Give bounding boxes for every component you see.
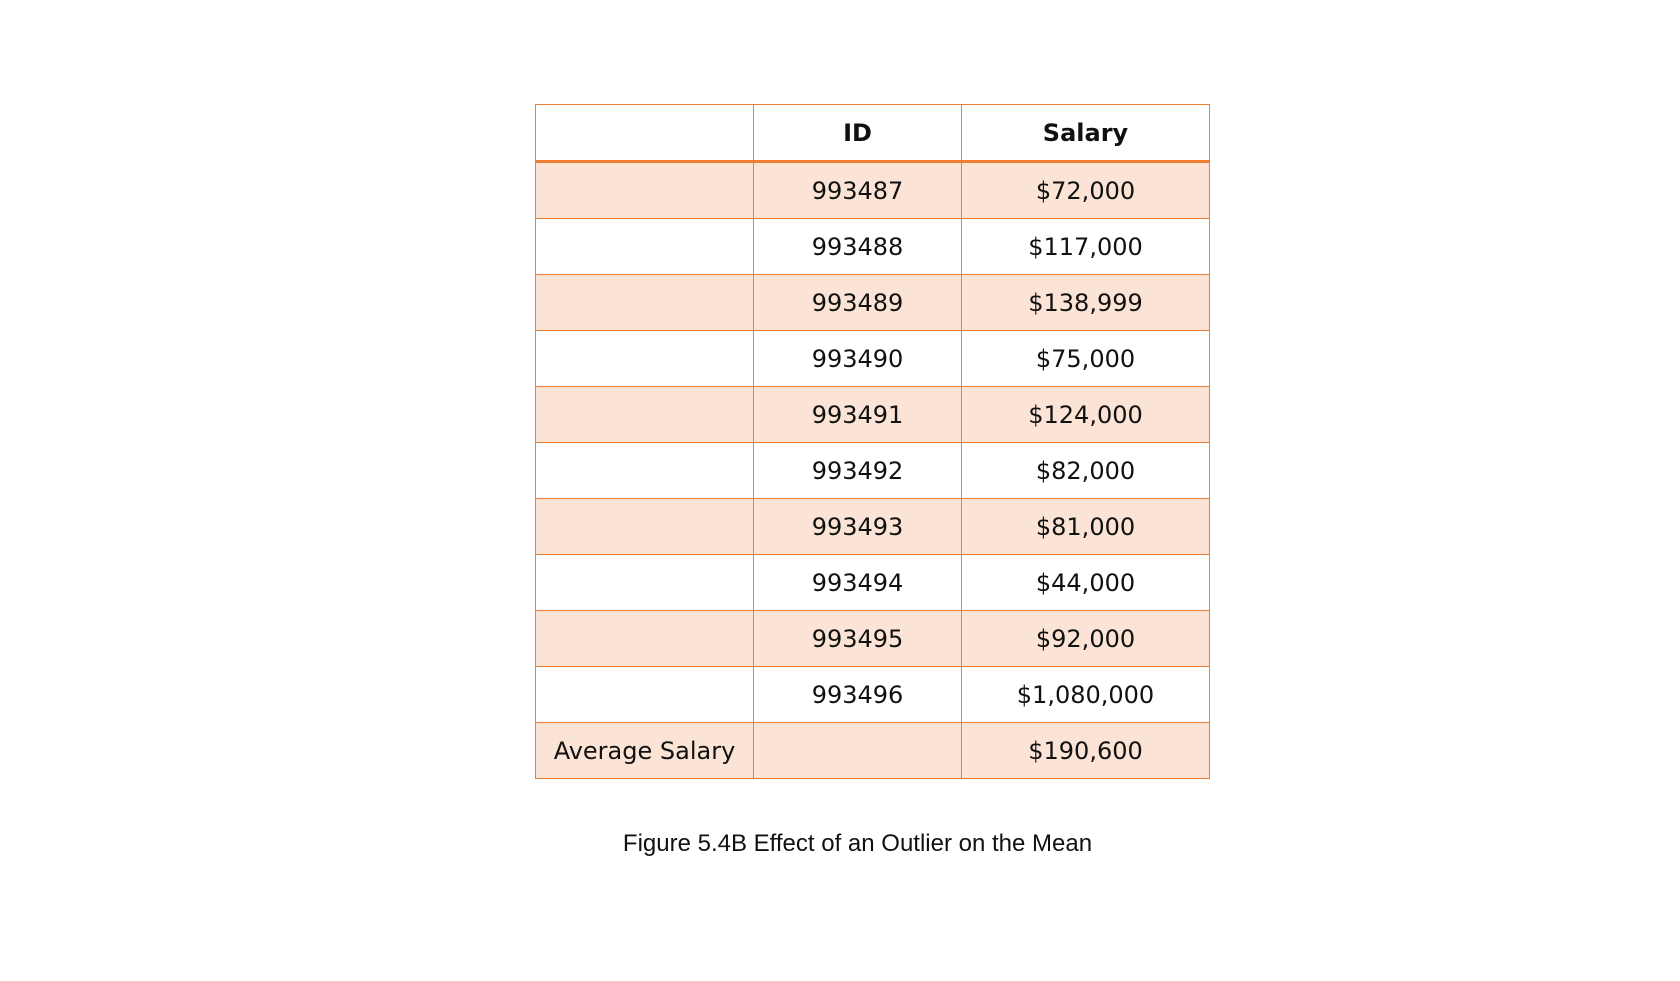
row-id: 993496 — [754, 667, 962, 723]
row-salary: $72,000 — [962, 162, 1210, 219]
row-id: 993494 — [754, 555, 962, 611]
row-id: 993490 — [754, 331, 962, 387]
row-salary: $81,000 — [962, 499, 1210, 555]
table-row — [536, 499, 1210, 555]
salary-table-container — [535, 104, 1209, 779]
row-label — [536, 499, 754, 555]
row-id: 993495 — [754, 611, 962, 667]
row-label — [536, 162, 754, 219]
row-id: 993487 — [754, 162, 962, 219]
average-row — [536, 723, 1210, 779]
average-label: Average Salary — [536, 723, 754, 779]
table-header-row — [536, 105, 1210, 162]
row-id: 993491 — [754, 387, 962, 443]
row-id: 993488 — [754, 219, 962, 275]
table-row — [536, 443, 1210, 499]
header-id: ID — [754, 105, 962, 162]
table-row — [536, 275, 1210, 331]
row-id: 993489 — [754, 275, 962, 331]
average-id — [754, 723, 962, 779]
row-salary: $75,000 — [962, 331, 1210, 387]
row-label — [536, 387, 754, 443]
header-salary: Salary — [962, 105, 1210, 162]
table-row — [536, 162, 1210, 219]
table-row — [536, 331, 1210, 387]
row-salary: $124,000 — [962, 387, 1210, 443]
average-salary: $190,600 — [962, 723, 1210, 779]
header-label — [536, 105, 754, 162]
row-id: 993493 — [754, 499, 962, 555]
row-salary: $92,000 — [962, 611, 1210, 667]
figure-caption: Figure 5.4B Effect of an Outlier on the Mean — [622, 830, 1093, 857]
row-label — [536, 611, 754, 667]
row-salary: $44,000 — [962, 555, 1210, 611]
salary-table — [535, 104, 1210, 779]
row-label — [536, 443, 754, 499]
row-label — [536, 667, 754, 723]
row-label — [536, 555, 754, 611]
row-label — [536, 219, 754, 275]
table-row — [536, 667, 1210, 723]
table-row — [536, 555, 1210, 611]
row-salary: $138,999 — [962, 275, 1210, 331]
row-salary: $117,000 — [962, 219, 1210, 275]
table-row — [536, 387, 1210, 443]
table-row — [536, 219, 1210, 275]
row-label — [536, 331, 754, 387]
row-id: 993492 — [754, 443, 962, 499]
row-salary: $1,080,000 — [962, 667, 1210, 723]
row-salary: $82,000 — [962, 443, 1210, 499]
row-label — [536, 275, 754, 331]
table-row — [536, 611, 1210, 667]
